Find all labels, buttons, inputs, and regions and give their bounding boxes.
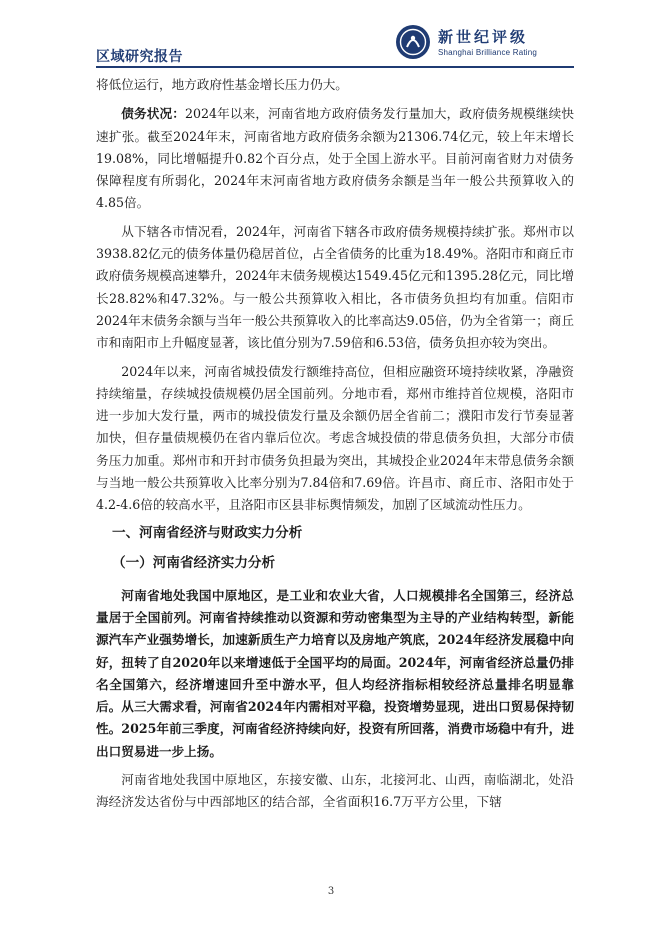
paragraph-economic-summary: 河南省地处我国中原地区，是工业和农业大省，人口规模排名全国第三，经济总量居于全国前列。河南省持续推动以资源和劳动密集型为主导的产业结构转型，新能源汽车产业强势增长，加速新质生产力培育以及房地产筑底，2024年经济发展稳中向好，扭转了自2020年以来增速低于全国平均的局面。2024年，河南省经济总量仍排名全国第六，经济增速回升至中游水平，但人均经济指标相较经济总量排名明显靠后。从三大需求看，河南省2024年内需相对平稳，投资增势显现，进出口贸易保持韧性。2025年前三季度，河南省经济持续向好，投资有所回落，消费市场稳中有升，进出口贸易进一步上扬。 <box>96 587 574 759</box>
paragraph-continued: 将低位运行，地方政府性基金增长压力仍大。 <box>96 77 348 92</box>
page-number: 3 <box>327 886 335 897</box>
page-header <box>96 22 574 68</box>
paragraph-lead: 债务状况： <box>121 106 185 122</box>
paragraph-text: 2024年以来，河南省地方政府债务发行量加大，政府债务规模继续快速扩张。截至2024年末，河南省地方政府债务余额为21306.74亿元，较上年末增长19.08%，同比增幅提升0.82个百分点，处于全国上游水平。目前河南省财力对债务保障程度有所弱化，2024年末河南省地方政府债务余额是当年一般公共预算收入的4.85倍。 <box>96 106 574 211</box>
logo-emblem-icon <box>396 25 430 59</box>
paragraph-debt-status <box>96 103 574 214</box>
logo-english-name: Shanghai Brilliance Rating <box>438 48 538 57</box>
paragraph-urban-investment-bonds: 2024年以来，河南省城投债发行额维持高位，但相应融资环境持续收紧，净融资持续缩量，存续城投债规模仍居全国前列。分地市看，郑州市维持首位规模，洛阳市进一步加大发行量，两市的城投债发行量及余额仍居全省前二；濮阳市发行节奏显著加快，但存量债规模仍在省内靠后位次。考虑含城投债的带息债务负担，大部分市债务压力加重。郑州市和开封市债务负担最为突出，其城投企业2024年末带息债务余额与当地一般公共预算收入比率分别为7.84倍和7.69倍。许昌市、商丘市、洛阳市处于4.2-4.6倍的较高水平，且洛阳市区县非标舆情频发，加剧了区域流动性压力。 <box>96 363 574 513</box>
header-divider <box>96 66 574 68</box>
paragraph-geography: 河南省地处我国中原地区，东接安徽、山东，北接河北、山西，南临湖北，处沿海经济发达省份与中西部地区的结合部，全省面积16.7万平方公里，下辖 <box>96 772 574 810</box>
subsection-heading: （一）河南省经济实力分析 <box>112 554 276 571</box>
report-section-title: 区域研究报告 <box>96 49 183 65</box>
section-heading: 一、河南省经济与财政实力分析 <box>112 524 303 541</box>
paragraph-city-debt: 从下辖各市情况看，2024年，河南省下辖各市政府债务规模持续扩张。郑州市以3938.82亿元的债务体量仍稳居首位，占全省债务的比重为18.49%。洛阳市和商丘市政府债务规模高速攀升，2024年末债务规模达1549.45亿元和1395.28亿元，同比增长28.82%和47.32%。与一般公共预算收入相比，各市债务负担均有加重。信阳市2024年末债务余额与当年一般公共预算收入的比率高达9.05倍，仍为全省第一；商丘市和南阳市上升幅度显著，该比值分别为7.59倍和6.53倍，债务负担亦较为突出。 <box>96 223 574 351</box>
logo-chinese-name: 新世纪评级 <box>438 28 529 46</box>
company-logo <box>396 24 574 64</box>
document-body <box>96 74 574 820</box>
